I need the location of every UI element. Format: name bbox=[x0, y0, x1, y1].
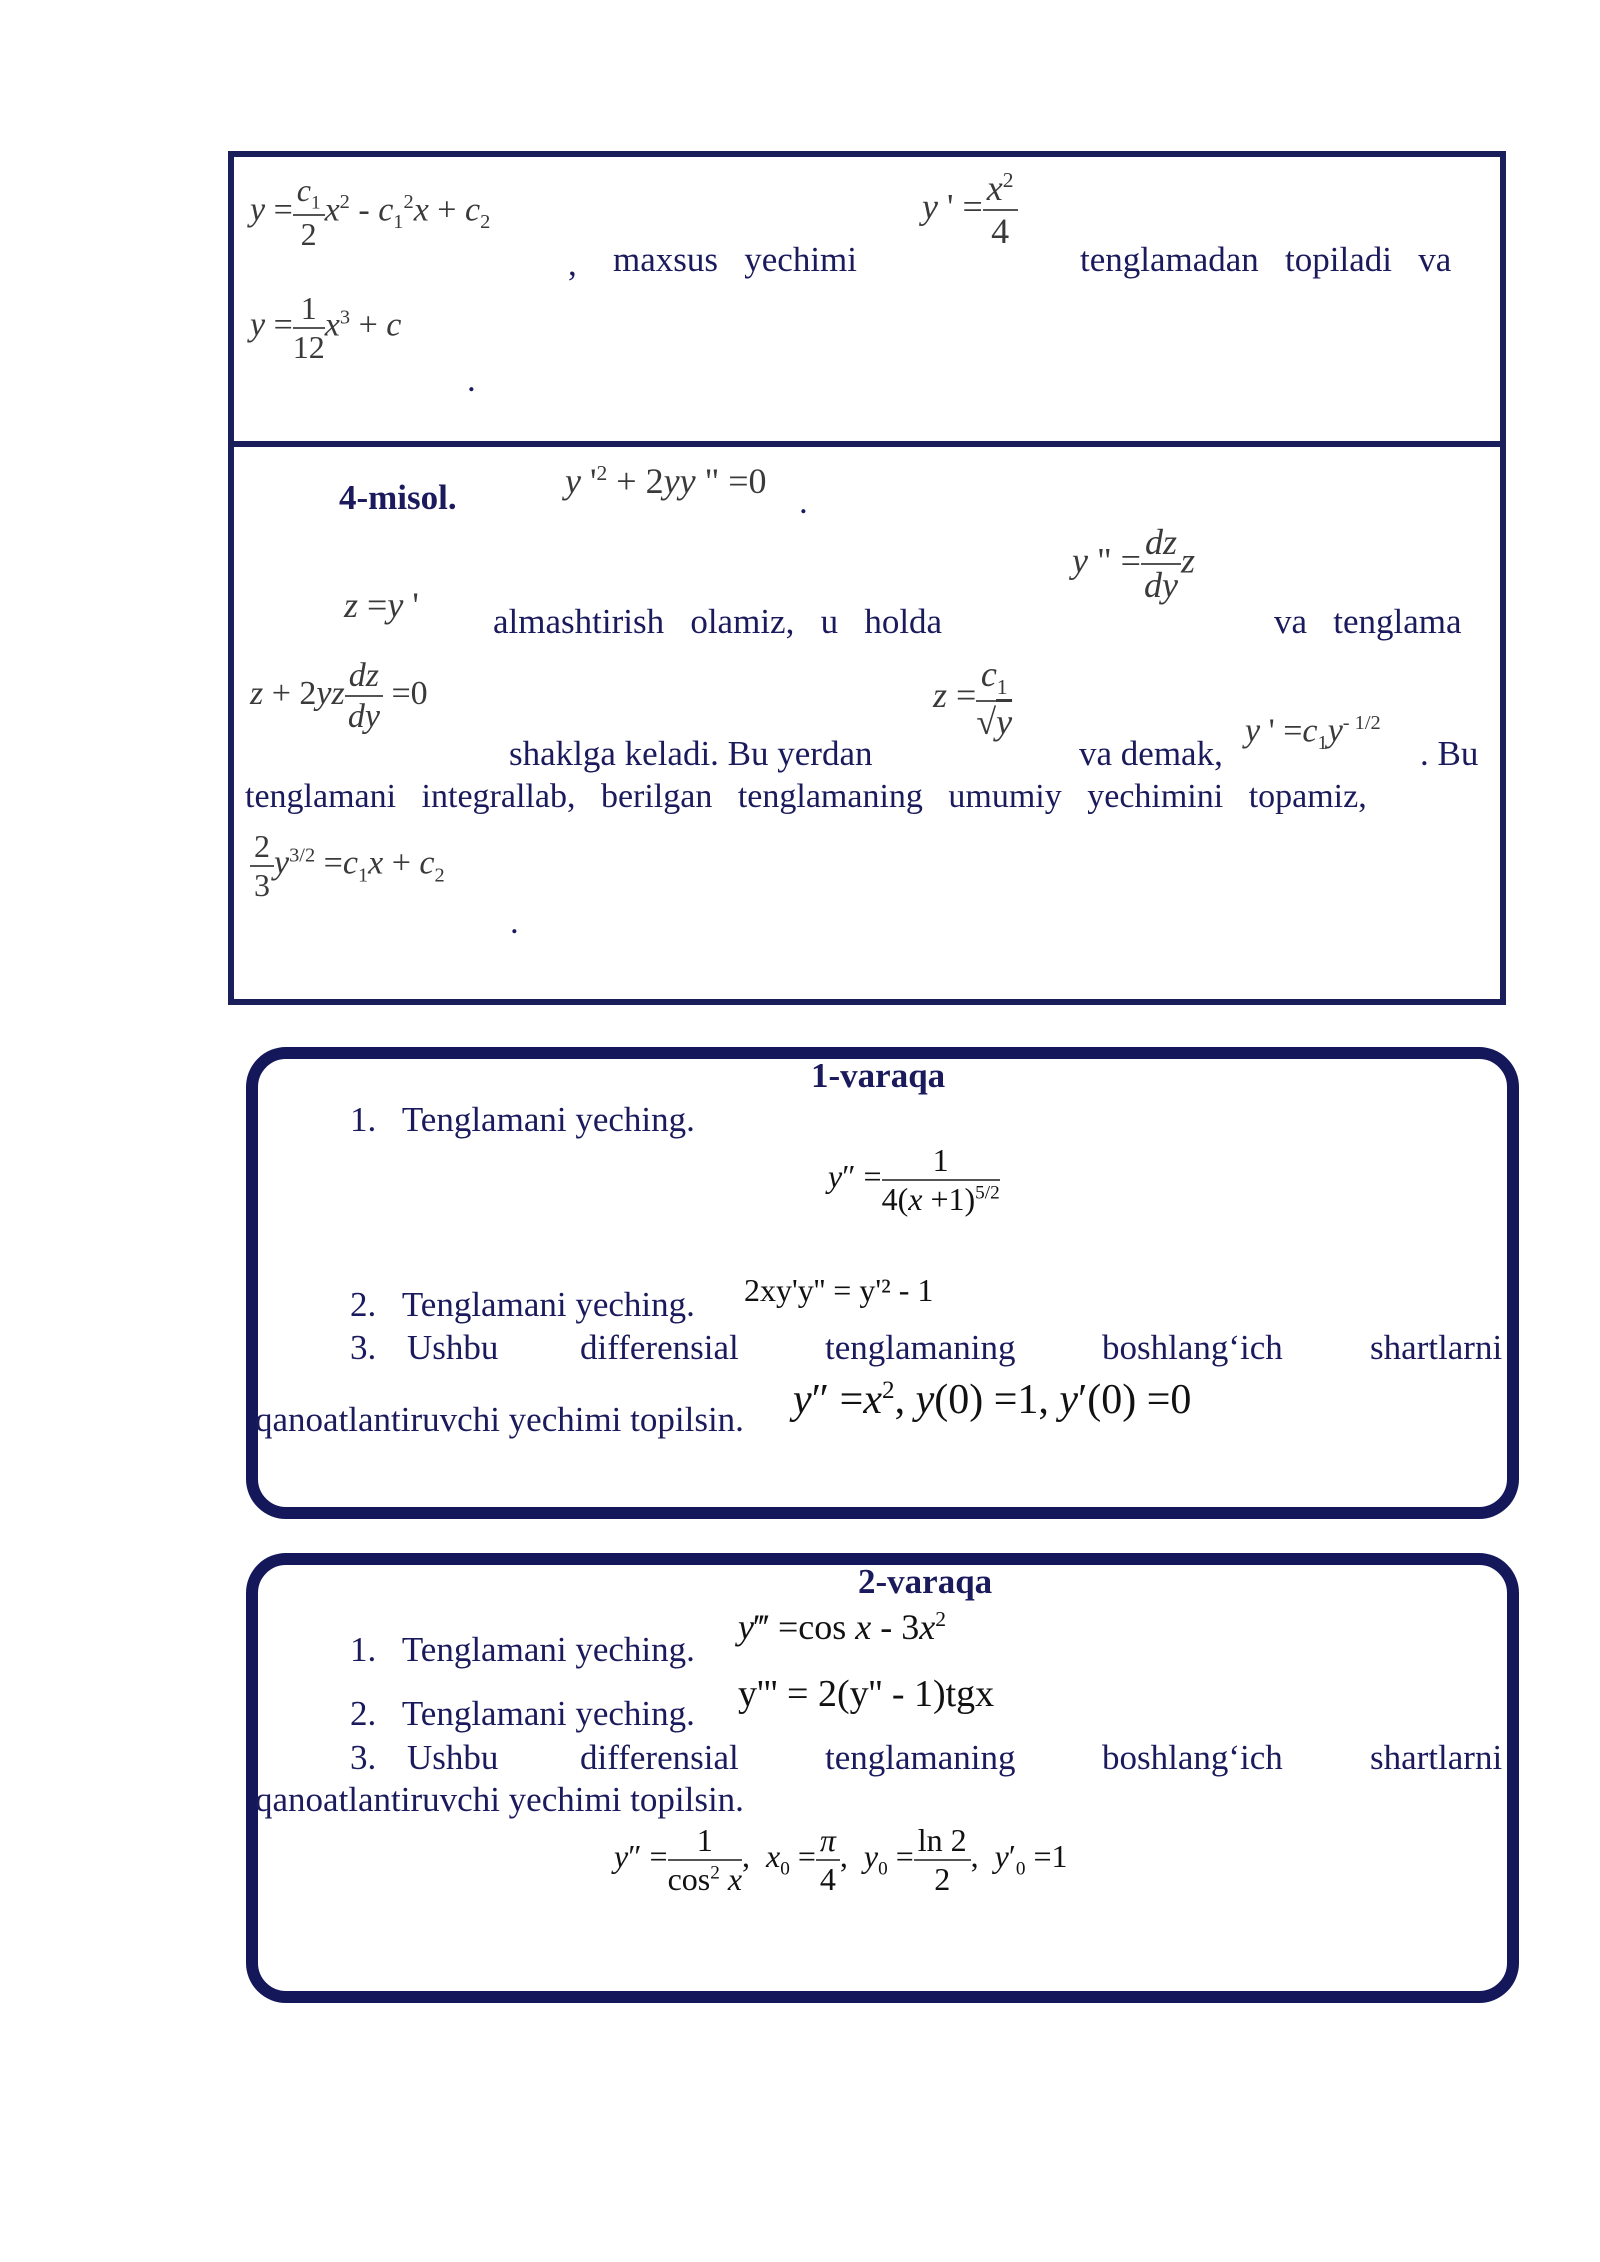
comma: , bbox=[568, 244, 577, 283]
general-solution-formula: y = $\frac{c_1}{2}$ $x^2 - c_1^2x + c_2$ bbox=[250, 172, 491, 253]
text-and-equation: va tenglama bbox=[1274, 602, 1462, 641]
example-label: 4-misol. bbox=[339, 478, 457, 517]
card1-item3-cont: qanoatlantiruvchi yechimi topilsin. bbox=[255, 1400, 744, 1439]
card2-item3-word3: tenglamaning bbox=[825, 1738, 1016, 1777]
text-substitution: almashtirish olamiz, u holda bbox=[493, 602, 943, 641]
card1-item3-word3: tenglamaning bbox=[825, 1328, 1016, 1367]
box-divider bbox=[234, 441, 1500, 447]
text-bu: . Bu bbox=[1420, 734, 1479, 773]
card2-item1: 1. Tenglamani yeching. bbox=[350, 1630, 695, 1669]
text-so: va demak, bbox=[1079, 734, 1223, 773]
text-special-solution: maxsus yechimi bbox=[613, 240, 857, 279]
example-equation: y '$^2 + 2yy$ " =0 bbox=[565, 461, 767, 501]
text-integrate: tenglamani integrallab, berilgan tenglamaning umumiy yechimini topamiz, bbox=[245, 778, 1367, 815]
z-solution: z = $\frac{c_1}{√y}$ bbox=[933, 654, 1013, 743]
card2-title: 2-varaqa bbox=[858, 1562, 993, 1601]
card1-item3-num: 3. bbox=[350, 1328, 377, 1367]
card2-eq3: y″ = $\frac{1}{\cos^2 x}$ , $x_0$ = $\frac{\pi}{4}$ , $y_0$ = $\frac{\ln 2}{2}$ , $y'_0 =1$ bbox=[614, 1822, 1068, 1897]
card2-item3-word2: differensial bbox=[580, 1738, 739, 1777]
period: . bbox=[467, 360, 476, 399]
derivative-eq: y " = $\frac{dz}{dy}$ z bbox=[1072, 522, 1196, 606]
card2-item3-word4: boshlang‘ich bbox=[1102, 1738, 1283, 1777]
card2-eq1: y‴ =cos x - $3x^2$ bbox=[738, 1607, 947, 1647]
card1-title: 1-varaqa bbox=[811, 1056, 946, 1095]
substitution-eq: z =y ' bbox=[344, 585, 419, 625]
transformed-eq: z + 2yz $\frac{dz}{dy}$ =0 bbox=[250, 657, 428, 736]
card1-item1: 1. Tenglamani yeching. bbox=[350, 1100, 695, 1139]
answer-period: . bbox=[510, 902, 519, 941]
text-shape: shaklga keladi. Bu yerdan bbox=[509, 734, 873, 773]
card1-item2: 2. Tenglamani yeching. bbox=[350, 1285, 695, 1324]
special-equation: y ' = $\frac{x^2}{4}$ bbox=[922, 168, 1018, 253]
card1-eq2: 2xy'y'' = y'² - 1 bbox=[744, 1272, 934, 1308]
eq-period: . bbox=[799, 482, 808, 521]
card1-item3-word1: Ushbu bbox=[407, 1328, 499, 1367]
text-found: tenglamadan topiladi va bbox=[1080, 240, 1452, 279]
card2-eq2: y''' = 2(y'' - 1)tgx bbox=[738, 1673, 995, 1715]
card2-item3-word5: shartlarni bbox=[1370, 1738, 1503, 1777]
card2-item3-num: 3. bbox=[350, 1738, 377, 1777]
second-solution-formula: y = $\frac{1}{12}$ $x^3 + c$ bbox=[250, 290, 402, 365]
card1-item3-word4: boshlang‘ich bbox=[1102, 1328, 1283, 1367]
y-prime-solution: y ' $=c_1y^{- 1/2}$ bbox=[1245, 712, 1381, 755]
general-answer: $\frac{2}{3}$ $y^{3/2} =c_1x + c_2$ bbox=[250, 828, 445, 904]
card1-eq1: y″ = $\frac{1}{4(x +1)^{5/2}}$ bbox=[828, 1142, 1000, 1217]
card1-item3-word2: differensial bbox=[580, 1328, 739, 1367]
card2-item2: 2. Tenglamani yeching. bbox=[350, 1694, 695, 1733]
card1-eq3: $y'' =x^2$, y(0) =1, y′(0) =0 bbox=[793, 1377, 1192, 1423]
card2-item3-cont: qanoatlantiruvchi yechimi topilsin. bbox=[255, 1780, 744, 1819]
card2-item3-word1: Ushbu bbox=[407, 1738, 499, 1777]
card1-item3-word5: shartlarni bbox=[1370, 1328, 1503, 1367]
